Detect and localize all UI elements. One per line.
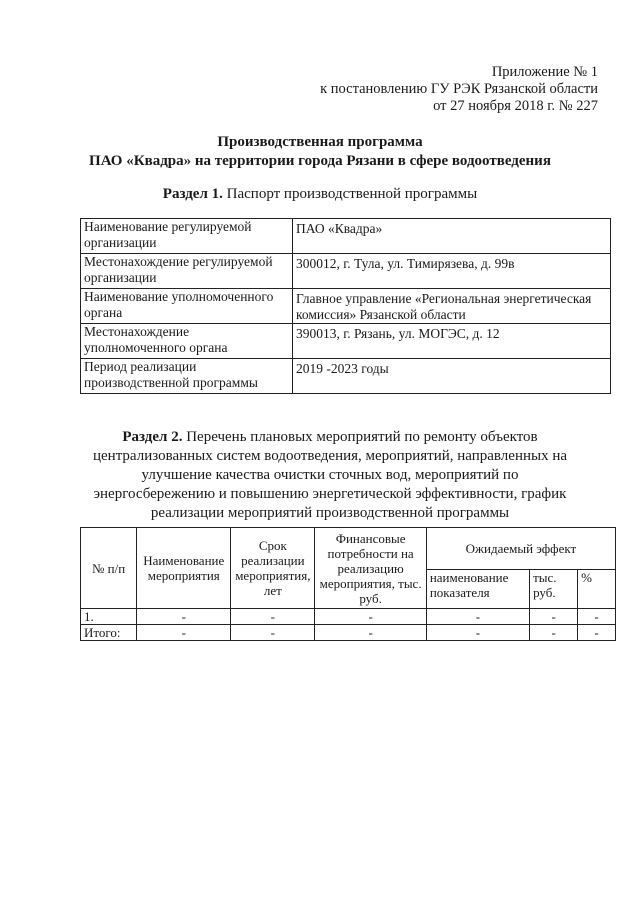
passport-value: 300012, г. Тула, ул. Тимирязева, д. 99в <box>293 254 611 289</box>
table-row <box>81 254 611 289</box>
cell-indicator: - <box>426 609 529 625</box>
col-thousand-rub-header: тыс. руб. <box>530 569 578 609</box>
cell-finance: - <box>315 609 426 625</box>
col-term-header: Срок реализации мероприятия, лет <box>231 528 315 609</box>
cell-percent: - <box>578 625 616 641</box>
events-table <box>80 527 616 641</box>
col-finance-header: Финансовые потребности на реализацию мероприятия, тыс. руб. <box>315 528 426 609</box>
cell-term: - <box>231 609 315 625</box>
passport-value: ПАО «Квадра» <box>293 219 611 254</box>
table-row <box>81 625 616 641</box>
title-line-1: Производственная программа <box>217 134 423 150</box>
col-percent-header: % <box>578 569 616 609</box>
cell-thousand-rub: - <box>530 609 578 625</box>
section1-name: Паспорт производственной программы <box>226 186 478 202</box>
table-row <box>81 219 611 254</box>
cell-percent: - <box>578 609 616 625</box>
passport-key: Местонахождение регулируемой организации <box>81 254 293 289</box>
col-name-header: Наименование мероприятия <box>137 528 231 609</box>
table-row <box>81 289 611 324</box>
cell-term: - <box>231 625 315 641</box>
cell-num: Итого: <box>81 625 137 641</box>
passport-table <box>80 218 611 394</box>
cell-indicator: - <box>426 625 529 641</box>
appendix-header <box>320 64 598 115</box>
passport-key: Наименование уполномоченного органа <box>81 289 293 324</box>
cell-num: 1. <box>81 609 137 625</box>
passport-key: Период реализации производственной программы <box>81 359 293 394</box>
section2-text: Перечень плановых мероприятий по ремонту объектов централизованных систем водоотведения, мероприятий, направленных на улучшение качества очистки сточных вод, мероприятий по энергосбережению и повышению энергетической эффективности, график реализации мероприятий производственной программы <box>92 429 568 521</box>
appendix-number: Приложение № 1 <box>491 64 598 80</box>
col-num-header: № п/п <box>81 528 137 609</box>
table-row <box>81 324 611 359</box>
table-row <box>81 609 616 625</box>
appendix-resolution: к постановлению ГУ РЭК Рязанской области <box>320 81 598 97</box>
table-row <box>81 359 611 394</box>
col-indicator-header: наименование показателя <box>426 569 529 609</box>
cell-name: - <box>137 625 231 641</box>
section1-number: Раздел 1. <box>162 186 223 202</box>
section1-heading <box>0 185 640 204</box>
col-effect-header: Ожидаемый эффект <box>426 528 615 570</box>
appendix-date: от 27 ноября 2018 г. № 227 <box>433 98 598 114</box>
page-title <box>0 133 640 171</box>
section2-heading <box>90 428 570 523</box>
passport-value: 390013, г. Рязань, ул. МОГЭС, д. 12 <box>293 324 611 359</box>
cell-name: - <box>137 609 231 625</box>
title-line-2: ПАО «Квадра» на территории города Рязани в сфере водоотведения <box>89 153 551 169</box>
passport-key: Наименование регулируемой организации <box>81 219 293 254</box>
section2-number: Раздел 2. <box>122 429 183 445</box>
table-header-row <box>81 528 616 570</box>
cell-finance: - <box>315 625 426 641</box>
passport-value: 2019 -2023 годы <box>293 359 611 394</box>
passport-key: Местонахождение уполномоченного органа <box>81 324 293 359</box>
passport-value: Главное управление «Региональная энергетическая комиссия» Рязанской области <box>293 289 611 324</box>
cell-thousand-rub: - <box>530 625 578 641</box>
